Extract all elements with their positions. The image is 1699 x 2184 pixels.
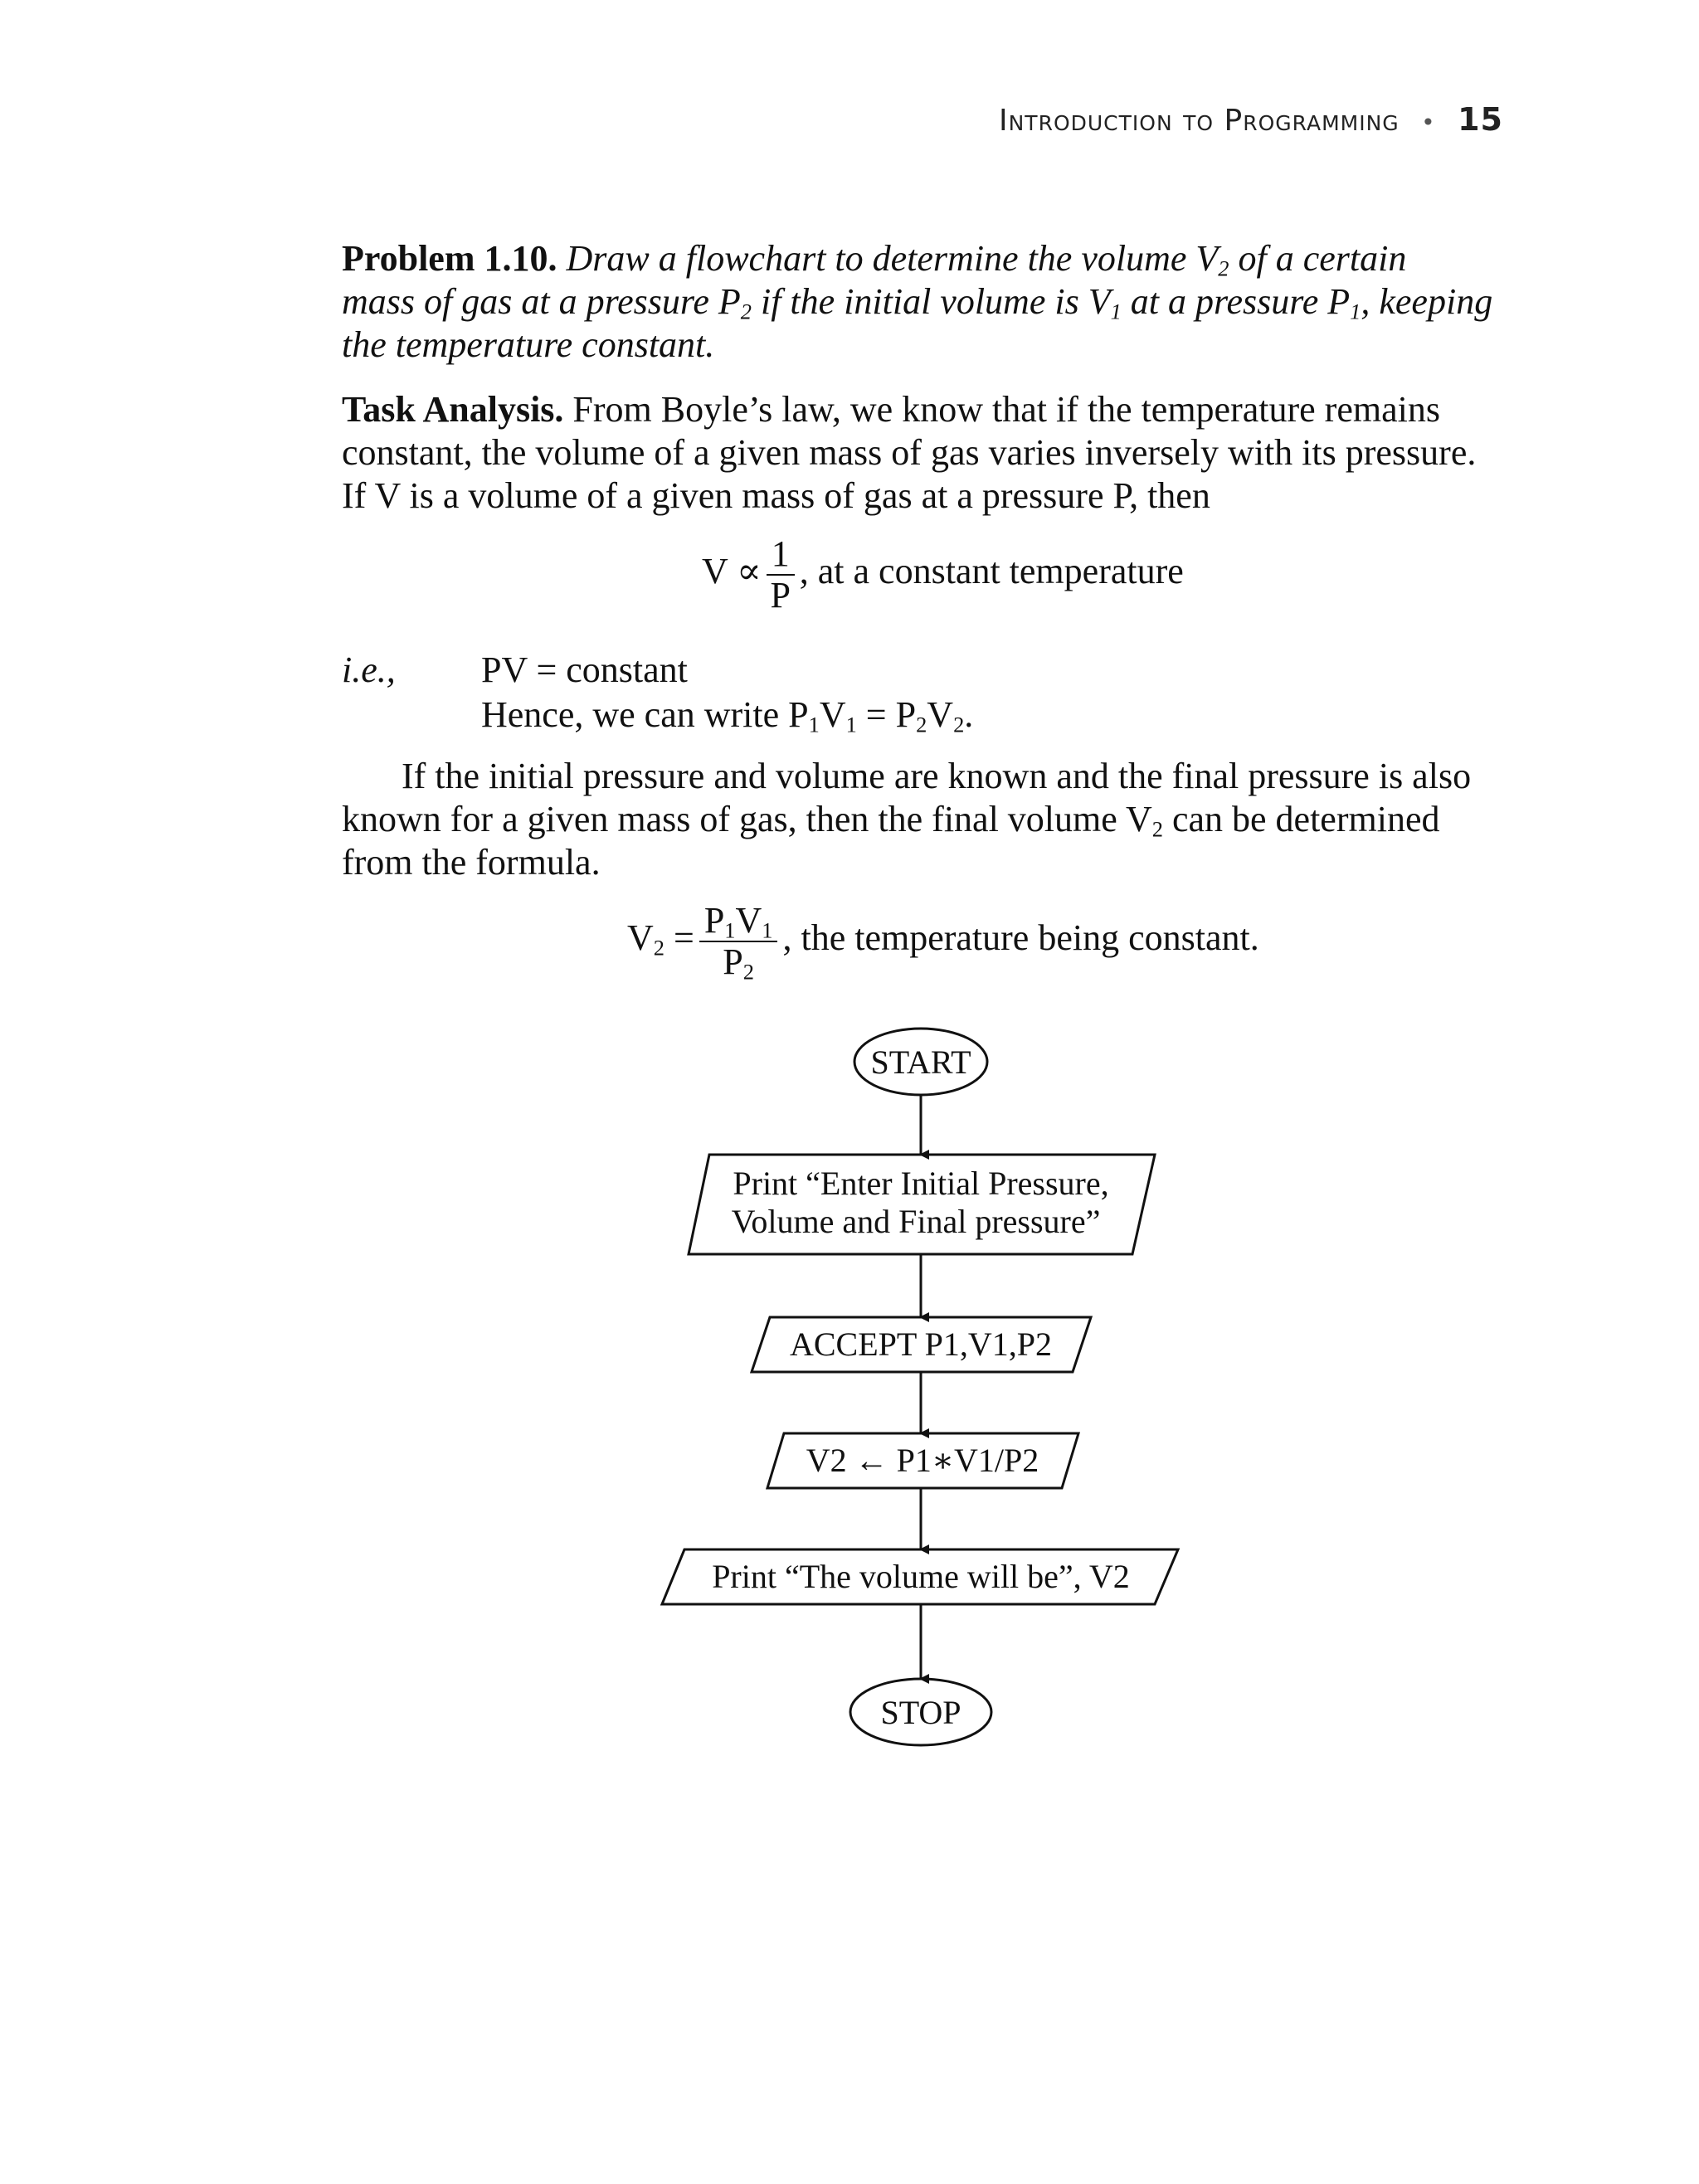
problem-line-2: mass of gas at a pressure $P_2$ if the initial volume is $V_1$ at a pressure $P_1$, keeping — [342, 281, 1493, 324]
fraction-one-over-p: $\frac{1}{P}$ — [767, 534, 795, 615]
equation-proportionality: V ∝ $\frac{1}{P}$ , at a constant temperature — [702, 533, 1184, 615]
problem-label: Problem 1.10. — [342, 238, 557, 279]
task-analysis-label: Task Analysis. — [342, 389, 564, 430]
header-section-title-2: Programming — [1224, 104, 1400, 138]
paragraph-2-line-3: from the formula. — [342, 842, 601, 883]
task-analysis-line-3: If V is a volume of a given mass of gas at a pressure P, then — [342, 475, 1210, 516]
accept-label: ACCEPT P1,V1,P2 — [789, 1325, 1053, 1363]
fraction-p1v1-over-p2: $\frac{P_1V_1}{P_2}$ — [699, 901, 778, 982]
print-prompt-line-1: Print “Enter Initial Pressure, — [733, 1165, 1109, 1202]
header-bullet: • — [1421, 109, 1436, 136]
paragraph-2-line-1: If the initial pressure and volume are known and the final pressure is also — [402, 756, 1472, 796]
compute-label: V2 ← P1∗V1/P2 — [806, 1442, 1039, 1479]
start-label: START — [870, 1043, 971, 1081]
ie-label: i.e., — [342, 649, 396, 690]
print-result-label: Print “The volume will be”, V2 — [712, 1558, 1130, 1595]
task-analysis-line-2: constant, the volume of a given mass of gas varies inversely with its pressure. — [342, 432, 1477, 473]
ie-line-2: Hence, we can write $P_1V_1 = P_2V_2$. — [481, 694, 974, 737]
task-analysis-line-1: Task Analysis. From Boyle’s law, we know that if the temperature remains — [342, 389, 1440, 430]
page-number: 15 — [1458, 101, 1503, 138]
paragraph-2-line-2: known for a given mass of gas, then the final volume $V_2$ can be determined — [342, 799, 1440, 842]
stop-label: STOP — [880, 1694, 961, 1731]
problem-line-3: the temperature constant. — [342, 324, 715, 365]
problem-line-1: Problem 1.10. Draw a flowchart to determine the volume $V_2$ of a certain — [342, 238, 1407, 281]
header-section-title-1: Introduction to — [998, 104, 1215, 138]
print-prompt-line-2: Volume and Final pressure” — [731, 1203, 1101, 1240]
ie-line-1: PV = constant — [481, 649, 688, 690]
equation-final-volume: $V_2$ = $\frac{P_1V_1}{P_2}$ , the temperature being constant. — [627, 900, 1259, 985]
